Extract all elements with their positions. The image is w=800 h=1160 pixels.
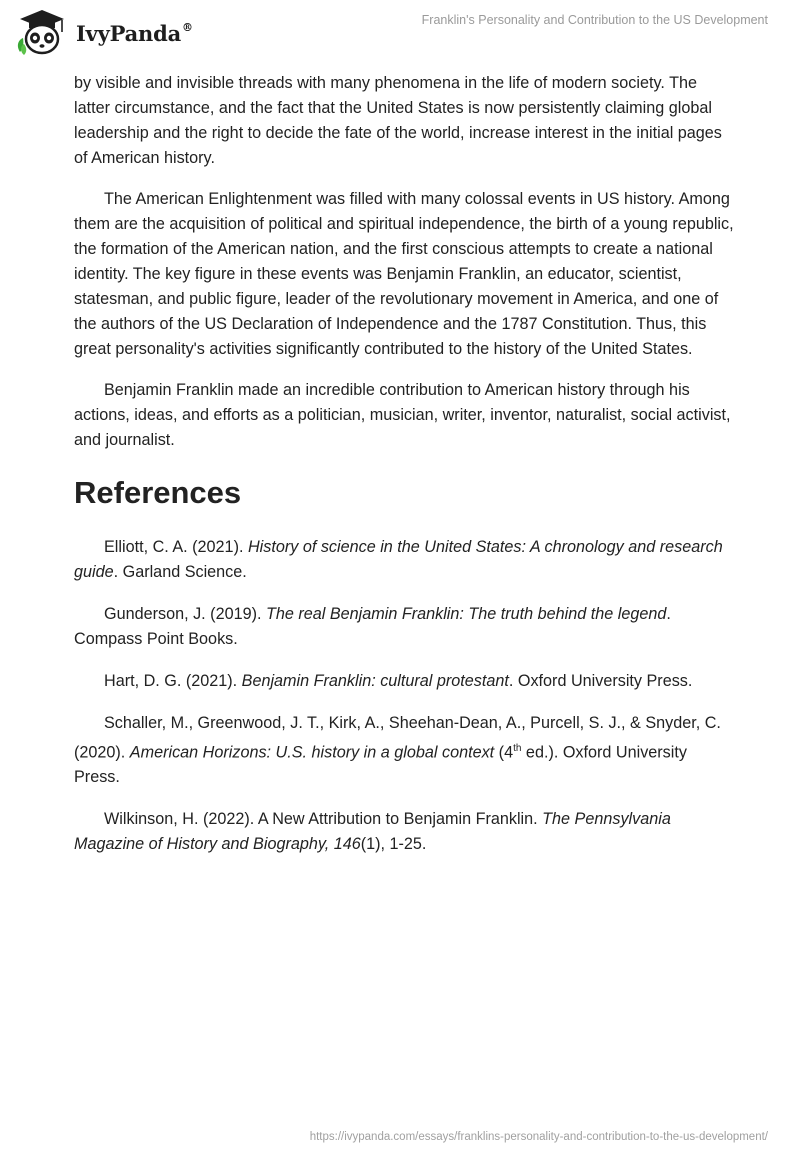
source-url-link[interactable]: https://ivypanda.com/essays/franklins-personality-and-contribution-to-the-us-development/ xyxy=(309,1131,768,1143)
ivypanda-logo[interactable] xyxy=(14,8,193,58)
reference-item: Gunderson, J. (2019). The real Benjamin Franklin: The truth behind the legend. Compass Point Books. xyxy=(74,605,671,648)
reference-item: Schaller, M., Greenwood, J. T., Kirk, A., Sheehan-Dean, A., Purcell, S. J., & Snyder, C. (2020). American Horizons: U.S. history in a global context (4th ed.). Oxford University Press. xyxy=(74,714,721,787)
reference-item: Hart, D. G. (2021). Benjamin Franklin: cultural protestant. Oxford University Press. xyxy=(104,672,693,690)
essay-content xyxy=(74,71,734,874)
brand-name: IvyPanda® xyxy=(76,20,193,46)
paragraph-continued: by visible and invisible threads with many phenomena in the life of modern society. The latter circumstance, and the fact that the United States is now persistently claiming global leadership and the right to decide the fate of the world, increase interest in the initial pages of American history. xyxy=(74,74,722,167)
running-title: Franklin's Personality and Contribution to the US Development xyxy=(421,13,768,27)
references-heading: References xyxy=(74,475,242,510)
reference-item: Elliott, C. A. (2021). History of science in the United States: A chronology and research guide. Garland Science. xyxy=(74,538,723,581)
page-header xyxy=(0,0,800,64)
paragraph-enlightenment: The American Enlightenment was filled with many colossal events in US history. Among them are the acquisition of political and spiritual independence, the birth of a young republic, the formation of the American nation, and the first conscious attempts to create a national identity. The key figure in these events was Benjamin Franklin, an educator, scientist, statesman, and public figure, leader of the revolutionary movement in America, and one of the authors of the US Declaration of Independence and the 1787 Constitution. Thus, this great personality's activities significantly contributed to the history of the United States. xyxy=(74,190,734,358)
reference-item: Wilkinson, H. (2022). A New Attribution to Benjamin Franklin. The Pennsylvania Magazine of History and Biography, 146(1), 1-25. xyxy=(74,810,671,854)
panda-graduate-icon xyxy=(14,8,70,58)
paragraph-conclusion: Benjamin Franklin made an incredible contribution to American history through his actions, ideas, and efforts as a politician, musician, writer, inventor, naturalist, social activist, and journalist. xyxy=(74,381,731,449)
